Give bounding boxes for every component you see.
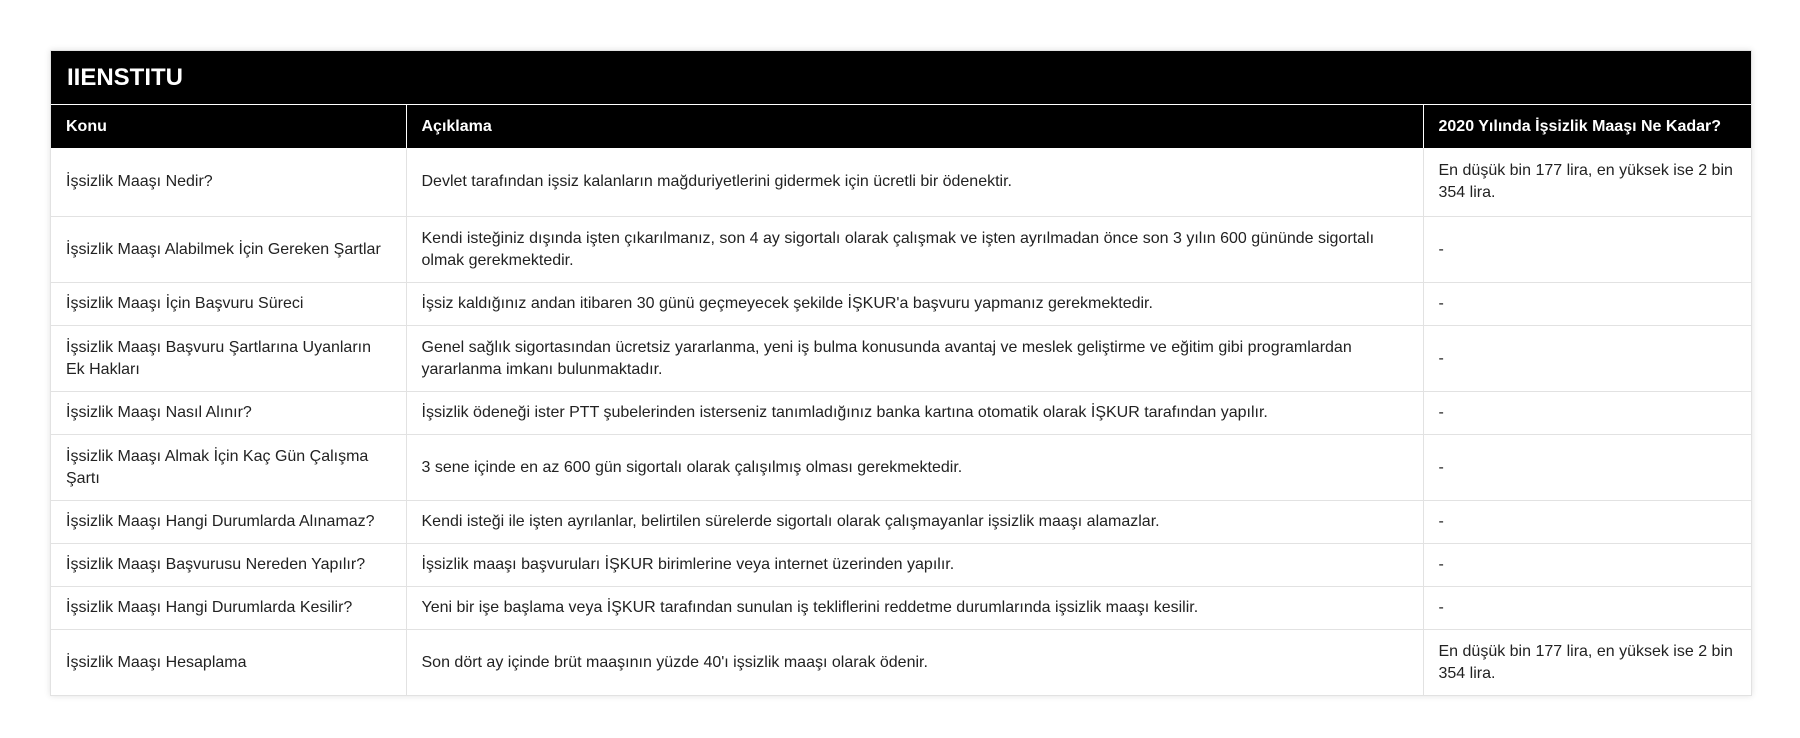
table-row	[51, 217, 1751, 283]
cell-description: Yeni bir işe başlama veya İŞKUR tarafından sunulan iş tekliflerini reddetme durumlarında işsizlik maaşı kesilir.	[406, 587, 1423, 630]
cell-topic: İşsizlik Maaşı Hesaplama	[51, 630, 406, 696]
cell-topic: İşsizlik Maaşı Alabilmek İçin Gereken Şartlar	[51, 217, 406, 283]
cell-topic: İşsizlik Maaşı Nasıl Alınır?	[51, 392, 406, 435]
cell-description: 3 sene içinde en az 600 gün sigortalı olarak çalışılmış olması gerekmektedir.	[406, 435, 1423, 501]
cell-topic: İşsizlik Maaşı Nedir?	[51, 148, 406, 217]
info-table	[51, 105, 1751, 695]
cell-description: İşsizlik ödeneği ister PTT şubelerinden isterseniz tanımladığınız banka kartına otomatik olarak İŞKUR tarafından yapılır.	[406, 392, 1423, 435]
cell-amount: -	[1423, 217, 1751, 283]
cell-topic: İşsizlik Maaşı Başvuru Şartlarına Uyanların Ek Hakları	[51, 326, 406, 392]
cell-amount: -	[1423, 587, 1751, 630]
cell-amount: -	[1423, 435, 1751, 501]
column-header-topic: Konu	[51, 105, 406, 148]
column-header-description: Açıklama	[406, 105, 1423, 148]
cell-topic: İşsizlik Maaşı Hangi Durumlarda Kesilir?	[51, 587, 406, 630]
cell-topic: İşsizlik Maaşı İçin Başvuru Süreci	[51, 283, 406, 326]
table-row	[51, 630, 1751, 696]
table-header-row	[51, 105, 1751, 148]
table-row	[51, 501, 1751, 544]
table-row	[51, 544, 1751, 587]
cell-topic: İşsizlik Maaşı Almak İçin Kaç Gün Çalışma Şartı	[51, 435, 406, 501]
table-container	[50, 50, 1752, 696]
cell-description: Devlet tarafından işsiz kalanların mağduriyetlerini gidermek için ücretli bir ödenektir.	[406, 148, 1423, 217]
cell-amount: -	[1423, 283, 1751, 326]
cell-description: Kendi isteği ile işten ayrılanlar, belirtilen sürelerde sigortalı olarak çalışmayanlar işsizlik maaşı alamazlar.	[406, 501, 1423, 544]
cell-amount: En düşük bin 177 lira, en yüksek ise 2 bin 354 lira.	[1423, 148, 1751, 217]
cell-amount: -	[1423, 392, 1751, 435]
cell-description: Genel sağlık sigortasından ücretsiz yararlanma, yeni iş bulma konusunda avantaj ve meslek geliştirme ve eğitim gibi programlardan yararlanma imkanı bulunmaktadır.	[406, 326, 1423, 392]
cell-amount: -	[1423, 501, 1751, 544]
table-row	[51, 148, 1751, 217]
cell-description: İşsizlik maaşı başvuruları İŞKUR birimlerine veya internet üzerinden yapılır.	[406, 544, 1423, 587]
cell-amount: -	[1423, 326, 1751, 392]
column-header-amount: 2020 Yılında İşsizlik Maaşı Ne Kadar?	[1423, 105, 1751, 148]
table-row	[51, 587, 1751, 630]
brand-title: IIENSTITU	[51, 51, 1751, 105]
table-row	[51, 326, 1751, 392]
table-row	[51, 435, 1751, 501]
table-row	[51, 283, 1751, 326]
table-row	[51, 392, 1751, 435]
cell-description: İşsiz kaldığınız andan itibaren 30 günü geçmeyecek şekilde İŞKUR'a başvuru yapmanız gerekmektedir.	[406, 283, 1423, 326]
cell-description: Kendi isteğiniz dışında işten çıkarılmanız, son 4 ay sigortalı olarak çalışmak ve işten ayrılmadan önce son 3 yılın 600 gününde sigortalı olmak gerekmektedir.	[406, 217, 1423, 283]
cell-topic: İşsizlik Maaşı Başvurusu Nereden Yapılır?	[51, 544, 406, 587]
cell-amount: -	[1423, 544, 1751, 587]
cell-topic: İşsizlik Maaşı Hangi Durumlarda Alınamaz?	[51, 501, 406, 544]
cell-amount: En düşük bin 177 lira, en yüksek ise 2 bin 354 lira.	[1438, 642, 1733, 682]
cell-description: Son dört ay içinde brüt maaşının yüzde 40'ı işsizlik maaşı olarak ödenir.	[406, 630, 1423, 696]
